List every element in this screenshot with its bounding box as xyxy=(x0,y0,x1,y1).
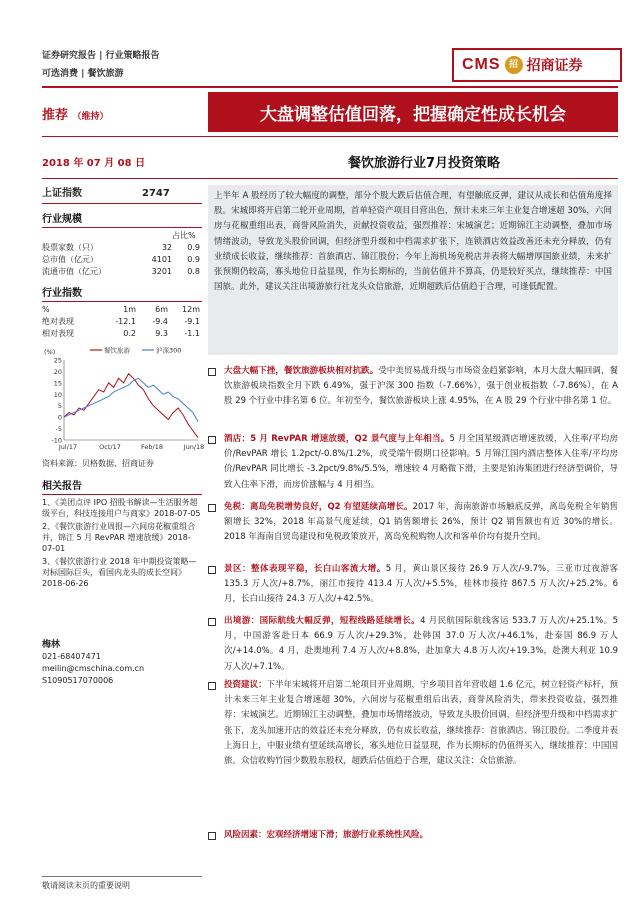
bullet-head: 风险因素：宏观经济增速下滑；旅游行业系统性风险。 xyxy=(224,830,429,840)
scale-name: 流通市值（亿元） xyxy=(42,267,106,276)
bullet-head: 酒店：5 月 RevPAR 增速放缓，Q2 景气度与上年相当。 xyxy=(224,434,450,444)
perf-row xyxy=(42,328,202,340)
bullet-item xyxy=(208,500,618,546)
x-tick-label: Jun/18 xyxy=(183,443,205,451)
title-divider xyxy=(42,136,618,137)
perf-head: % xyxy=(42,305,50,314)
bullet-head: 景区：整体表现平稳，长白山客流大增。 xyxy=(224,564,386,574)
perf-cell: 绝对表现 xyxy=(42,317,74,326)
perf-head: 1m xyxy=(123,305,136,314)
perf-cell: -12.1 xyxy=(115,317,136,326)
report-date: 2018 年 07 月 08 日 xyxy=(42,158,146,169)
scale-v2: 0.8 xyxy=(187,267,200,276)
scale-v1: 32 xyxy=(161,243,172,252)
logo-cn-text: 招商证券 xyxy=(526,58,583,74)
bullet-item xyxy=(208,432,618,493)
bullet-head: 大盘大幅下挫，餐饮旅游板块相对抗跌。 xyxy=(224,366,379,376)
perf-head: 6m xyxy=(155,305,168,314)
analyst-phone: 021-68407471 xyxy=(42,652,101,661)
perf-title: 行业指数 xyxy=(42,284,202,302)
index-row xyxy=(42,188,202,204)
y-tick-label: 10 xyxy=(53,390,62,399)
scale-v2: 0.9 xyxy=(187,255,200,264)
report-type: 证券研究报告 | 行业策略报告 xyxy=(42,51,160,61)
scale-row xyxy=(42,242,202,254)
perf-cell: 9.3 xyxy=(155,329,168,338)
bullet-body: 2017 年，海南旅游市场触底反弹，离岛免税全年销售额增长 32%，2018 年高景气度延续，Q1 销售额增长 26%，预计 Q2 销售额也有近 30%的增长。2018 年海南自贸岛建设和免税政策放开，离岛免税购物人次和客单价均有提升空间。 xyxy=(224,502,618,543)
square-bullet-icon xyxy=(208,436,216,444)
perf-row xyxy=(42,316,202,328)
scale-v2: 0.9 xyxy=(187,243,200,252)
related-report[interactable]: 2、《餐饮旅游行业周报—六间房花椒重组合并，锦江 5 月 RevPAR 增速放缓》2018-07-01 xyxy=(42,522,196,553)
related-report[interactable]: 1、《美团点评 IPO 招股书解读—生活服务超级平台，科技连接用户与商家》2018-07-05 xyxy=(42,498,201,518)
square-bullet-icon xyxy=(208,618,216,626)
footer-note: 敬请阅读末页的重要说明 xyxy=(42,881,130,890)
footer-divider xyxy=(42,876,202,877)
x-tick-label: Feb/18 xyxy=(141,443,163,451)
scale-name: 总市值（亿元） xyxy=(42,255,98,264)
analyst-block xyxy=(42,639,202,687)
bullet-item xyxy=(208,678,618,769)
scale-v1: 4101 xyxy=(151,255,172,264)
header-divider xyxy=(42,86,618,88)
y-axis-label: (%) xyxy=(44,348,56,356)
perf-cell: 相对表现 xyxy=(42,329,74,338)
legend-label: 餐饮旅游 xyxy=(104,346,130,355)
bullet-item xyxy=(208,828,618,843)
chart-source: 资料来源：贝格数据、招商证券 xyxy=(42,459,154,468)
bullet-item xyxy=(208,614,618,675)
bullet-body: 受中美贸易战升级与市场资金趋紧影响，本月大盘大幅回调，餐饮旅游板块指数全月下跌 6.49%，强于沪深 300 指数（-7.66%），强于创业板指数（-7.86%），在 A 股 29 个行业中排名第 6 位。年初至今，餐饮旅游板块上涨 4.95%，在 A 股 29 个行业中排名第 1 位。 xyxy=(224,366,618,407)
summary-box: 上半年 A 股经历了较大幅度的调整，部分个股大跌后估值合理，有望触底反弹，建议从成长和估值角度择股。宋城即将开启第二轮开业周期，首单轻资产项目目营出色，预计未来三年主业复合增速超 30%，六间房与花椒重组出表，商誉风险消失，贡献投资收益，强烈推荐：宋城演艺；近期锦江主动调整，叠加市场情绪波动，导致龙头股价回调，但经济型升级和中档需求扩张下，连锁酒店效益改善还未充分释放，仍有业绩成长收益，继续推荐：首旅酒店、锦江股份；今年上海机场免税店并表将大幅增厚国旅业绩，未来扩张预期仍较高，寡头地位日益显现，作为长期标的，当前估值并不算高，仍是较好买点，继续推荐：中国国旅。此外，建议关注出境游旅行社龙头众信旅游，近期超跌后估值趋于合理，可逢低配置。 xyxy=(208,185,618,355)
perf-cell: -9.1 xyxy=(184,317,200,326)
square-bullet-icon xyxy=(208,566,216,574)
rating xyxy=(42,104,109,123)
bullet-body: 5 月全国星级酒店增速放缓，入住率/平均房价/RevPAR 增长 1.2pct/-0.8%/1.2%，或受端午假期口径影响。5 月锦江国内酒店整体入住率/平均房价/RevPAR 同比增长 -3.2pct/9.8%/5.5%，增速较 4 月略微下滑，主要是铂涛集团进行经济型调价，导致入住率下滑，而房价涨幅与 4 月相当。 xyxy=(224,434,618,490)
bullet-head: 出境游：国际航线大幅反弹，短程线路延续增长。 xyxy=(224,616,421,626)
perf-cell: 0.2 xyxy=(123,329,136,338)
bullet-head: 免税：离岛免税增势良好，Q2 有望延续高增长。 xyxy=(224,502,413,512)
analyst-email[interactable]: meilin@cmschina.com.cn xyxy=(42,664,145,673)
sector-label: 可选消费 | 餐饮旅游 xyxy=(42,69,124,79)
perf-cell: -1.1 xyxy=(184,329,200,338)
rating-label: 推荐 xyxy=(42,108,69,123)
square-bullet-icon xyxy=(208,682,216,690)
bullet-body: 下半年宋城将开启第二轮项目开业周期，宁乡项目首年营收超 1.6 亿元，树立轻资产标杆，预计未来三年主业复合增速超 30%，六间房与花椒重组后出表，商誉风险消失，带来投资收益，强烈推荐：宋城演艺。近期锦江主动调整，叠加市场情绪波动，导致龙头股价回调，但经济型升级和中档需求扩张下，龙头加速开店的效益还未充分释放，仍有成长收益，继续推荐：首旅酒店、锦江股份。二季度并表上海日上，中服业绩有望延续高增长，寡头地位日益显现，作为长期标的仍值得买入，继续推荐：中国国旅。众信收购竹园少数股东股权，超跌后估值趋于合理，建议关注：众信旅游。 xyxy=(224,680,618,767)
related-report[interactable]: 3、《餐饮旅游行业 2018 年中期投资策略—对标国际巨头，看国内龙头的成长空间》2018-06-26 xyxy=(42,557,197,588)
series-line-1 xyxy=(64,378,198,421)
square-bullet-icon xyxy=(208,832,216,840)
report-subtitle: 餐饮旅游行业7月投资策略 xyxy=(348,156,501,171)
reports-title: 相关报告 xyxy=(42,477,202,495)
bullet-head: 投资建议： xyxy=(224,680,267,690)
x-tick-label: Jul/17 xyxy=(58,443,78,451)
scale-title: 行业规模 xyxy=(42,210,202,228)
scale-name: 股票家数（只） xyxy=(42,243,98,252)
bullet-item xyxy=(208,364,618,410)
bullet-item xyxy=(208,562,618,608)
y-tick-label: 20 xyxy=(53,367,62,376)
left-column xyxy=(42,188,205,687)
scale-row xyxy=(42,254,202,266)
bullet-body: 5 月，黄山景区接待 26.9 万人次/-9.7%，三亚市过夜游客 135.3 万人次/+8.7%，丽江市接待 413.4 万人次/+5.5%，桂林市接待 867.5 万人次/+25.2%。6 月，长白山接待 24.3 万人次/+42.5%。 xyxy=(224,564,618,605)
perf-header xyxy=(42,304,202,316)
scale-header xyxy=(42,230,202,242)
y-tick-label: 25 xyxy=(53,356,62,365)
perf-head: 12m xyxy=(182,305,200,314)
y-tick-label: 0 xyxy=(57,413,62,422)
square-bullet-icon xyxy=(208,368,216,376)
square-bullet-icon xyxy=(208,504,216,512)
y-tick-label: 15 xyxy=(53,379,62,388)
x-tick-label: Oct/17 xyxy=(99,443,121,451)
performance-chart xyxy=(42,344,205,454)
y-tick-label: -10 xyxy=(51,436,62,445)
rating-sub: （维持） xyxy=(72,112,109,122)
analyst-name: 梅林 xyxy=(42,640,61,650)
bullet-body: 4 月民航国际航线客运 533.7 万人次/+25.1%。5 月，中国游客赴日本 66.9 万人次/+29.3%，赴韩国 37.0 万人次/+46.1%，赴泰国 86.9 万人次/+14.0%。4 月，赴奥地利 7.4 万人次/+8.8%，赴加拿大 4.8 万人次/+19.3%，赴澳大利亚 10.9 万人次/+7.1%。 xyxy=(224,616,618,672)
y-tick-label: 5 xyxy=(57,402,62,411)
scale-share-head: 占比% xyxy=(172,231,196,240)
logo-mark-icon: 招 xyxy=(505,56,523,74)
subtitle-divider xyxy=(42,178,618,179)
logo-cms-text: CMS xyxy=(462,56,501,73)
report-title: 大盘调整估值回落，把握确定性成长机会 xyxy=(208,92,618,132)
analyst-id: S1090517070006 xyxy=(42,676,114,685)
index-value: 2747 xyxy=(142,188,170,199)
cms-logo xyxy=(452,48,622,82)
scale-v1: 3201 xyxy=(151,267,172,276)
y-tick-label: -5 xyxy=(55,425,62,434)
index-label: 上证指数 xyxy=(42,188,82,199)
legend-label: 沪深300 xyxy=(156,346,182,355)
perf-cell: -9.4 xyxy=(152,317,168,326)
scale-row xyxy=(42,266,202,278)
